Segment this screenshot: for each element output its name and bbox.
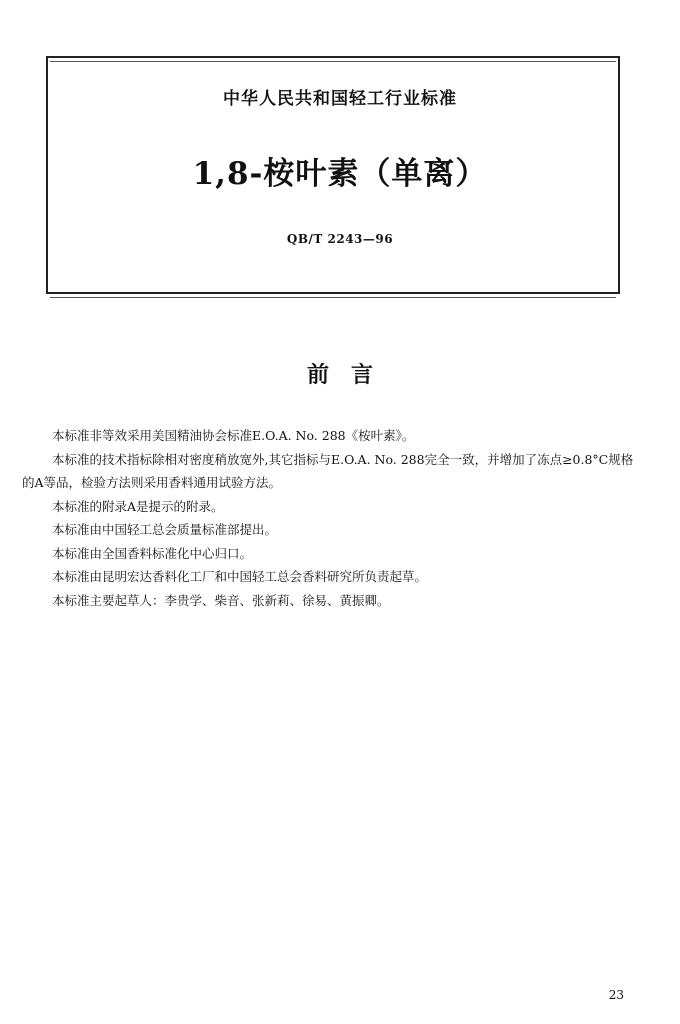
standard-code: QB/T 2243—96 xyxy=(286,232,394,246)
foreword-body xyxy=(22,424,642,612)
foreword-paragraph: 本标准由全国香料标准化中心归口。 xyxy=(52,545,253,561)
foreword-heading: 前 言 xyxy=(306,363,373,388)
foreword-paragraph: 本标准主要起草人：李贵学、柴音、张新莉、徐易、黄振卿。 xyxy=(52,592,390,608)
header-bottom-rule-thin xyxy=(50,297,616,298)
foreword-paragraph: 本标准的技术指标除相对密度稍放宽外,其它指标与E.O.A. No. 288完全一致，并增加了冻点≥0.8°C规格的A等品，检验方法则采用香料通用试验方法。 xyxy=(22,451,634,490)
document-title: 1,8-桉叶素（单离） xyxy=(192,156,488,192)
header-bottom-rule xyxy=(46,292,620,294)
foreword-paragraph: 本标准非等效采用美国精油协会标准E.O.A. No. 288《桉叶素》。 xyxy=(52,428,415,443)
standard-organization: 中华人民共和国轻工行业标准 xyxy=(223,89,457,109)
foreword-paragraph: 本标准由中国轻工总会质量标准部提出。 xyxy=(52,522,278,537)
page-number: 23 xyxy=(608,988,624,1002)
foreword-paragraph: 本标准的附录A是提示的附录。 xyxy=(52,498,224,514)
foreword-paragraph: 本标准由昆明宏达香料化工厂和中国轻工总会香料研究所负责起草。 xyxy=(52,569,428,584)
